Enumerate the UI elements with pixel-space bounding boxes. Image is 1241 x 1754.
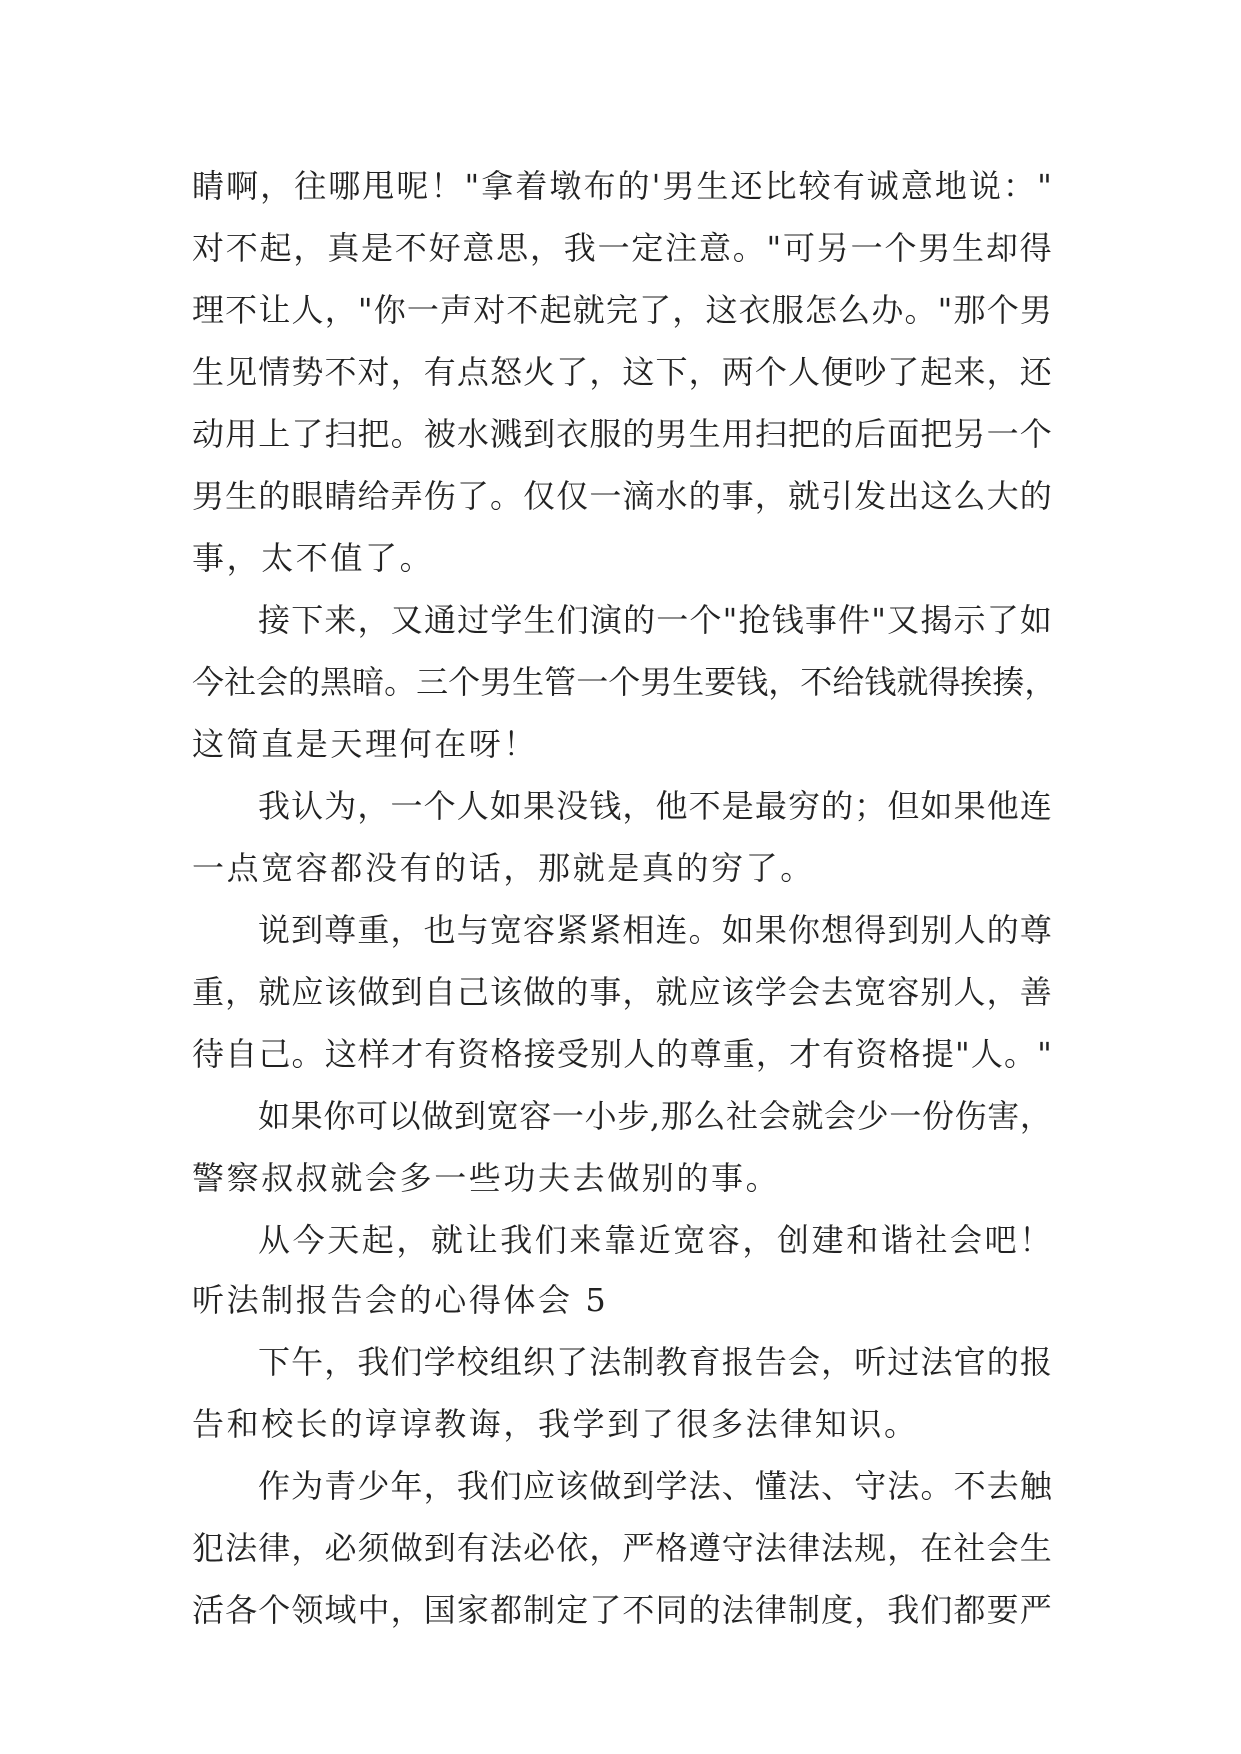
section-heading: 听法制报告会的心得体会 5: [192, 1281, 609, 1319]
text-line: 事，太不值了。: [192, 539, 435, 577]
paragraph-first-line: 接 下 来 ， 又 通 过 学 生 们 演 的 一 个 " 抢 钱 事 件 " 又 揭 示 了 如: [258, 601, 1052, 639]
text-line: 这简直是天理何在呀！: [192, 725, 539, 763]
text-line: 睛 啊 ， 往 哪 甩 呢 ！ " 拿 着 墩 布 的 ' 男 生 还 比 较 有 诚 意 地 说 ： ": [192, 167, 1052, 205]
paragraph-first-line: 作 为 青 少 年 ， 我 们 应 该 做 到 学 法 、 懂 法 、 守 法 。 不 去 触: [258, 1467, 1052, 1505]
paragraph-first-line: 从今天起，就让我们来靠近宽容，创建和谐社会吧！: [258, 1221, 1054, 1259]
text-line: 重 ， 就 应 该 做 到 自 己 该 做 的 事 ， 就 应 该 学 会 去 宽 容 别 人 ， 善: [192, 973, 1052, 1011]
text-line: 待 自 己 。 这 样 才 有 资 格 接 受 别 人 的 尊 重 ， 才 有 资 格 提 " 人 。 ": [192, 1035, 1052, 1073]
text-line: 犯 法 律 ， 必 须 做 到 有 法 必 依 ， 严 格 遵 守 法 律 法 规 ， 在 社 会 生: [192, 1529, 1052, 1567]
text-line: 男 生 的 眼 睛 给 弄 伤 了 。 仅 仅 一 滴 水 的 事 ， 就 引 发 出 这 么 大 的: [192, 477, 1052, 515]
paragraph-first-line: 下 午 ， 我 们 学 校 组 织 了 法 制 教 育 报 告 会 ， 听 过 法 官 的 报: [258, 1343, 1052, 1381]
paragraph-first-line: 如 果 你 可 以 做 到 宽 容 一 小 步 , 那 么 社 会 就 会 少 一 份 伤 害 ，: [258, 1097, 1052, 1135]
text-line: 理 不 让 人 ， " 你 一 声 对 不 起 就 完 了 ， 这 衣 服 怎 么 办 。 " 那 个 男: [192, 291, 1052, 329]
paragraph-first-line: 我 认 为 ， 一 个 人 如 果 没 钱 ， 他 不 是 最 穷 的 ； 但 如 果 他 连: [258, 787, 1052, 825]
text-line: 对 不 起 ， 真 是 不 好 意 思 ， 我 一 定 注 意 。 " 可 另 一 个 男 生 却 得: [192, 229, 1052, 267]
text-line: 生 见 情 势 不 对 ， 有 点 怒 火 了 ， 这 下 ， 两 个 人 便 吵 了 起 来 ， 还: [192, 353, 1052, 391]
paragraph-first-line: 说 到 尊 重 ， 也 与 宽 容 紧 紧 相 连 。 如 果 你 想 得 到 别 人 的 尊: [258, 911, 1052, 949]
text-line: 一点宽容都没有的话，那就是真的穷了。: [192, 849, 815, 887]
text-line: 警察叔叔就会多一些功夫去做别的事。: [192, 1159, 781, 1197]
text-line: 今 社 会 的 黑 暗 。 三 个 男 生 管 一 个 男 生 要 钱 ， 不 给 钱 就 得 挨 揍 ，: [192, 663, 1057, 701]
text-line: 动 用 上 了 扫 把 。 被 水 溅 到 衣 服 的 男 生 用 扫 把 的 后 面 把 另 一 个: [192, 415, 1052, 453]
text-line: 活 各 个 领 域 中 ， 国 家 都 制 定 了 不 同 的 法 律 制 度 ， 我 们 都 要 严: [192, 1591, 1052, 1629]
text-line: 告和校长的谆谆教诲，我学到了很多法律知识。: [192, 1405, 919, 1443]
